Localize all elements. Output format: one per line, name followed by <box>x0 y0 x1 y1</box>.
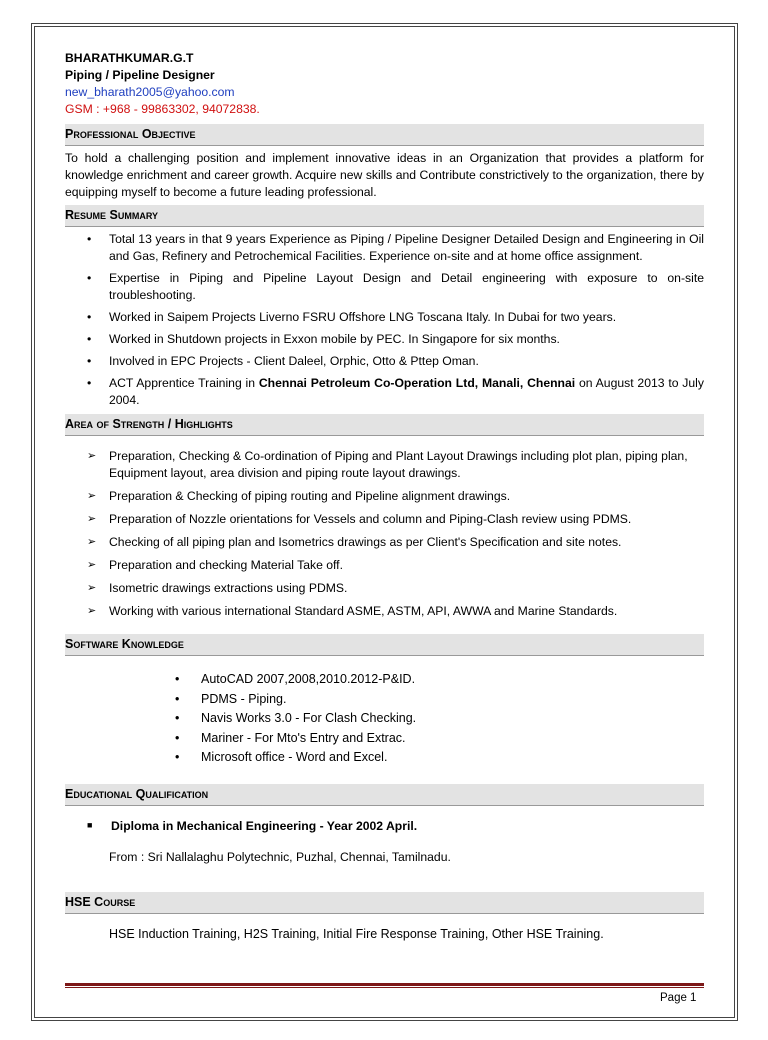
arrow-icon: ➢ <box>87 536 97 548</box>
arrow-icon: ➢ <box>87 559 97 571</box>
list-item: • ACT Apprentice Training in Chennai Petroleum Co-Operation Ltd, Manali, Chennai on August 2013 to July 2004. <box>87 376 704 407</box>
list-item: ➢ Preparation, Checking & Co-ordination of Piping and Plant Layout Drawings including plot plan, piping plan, Equipment layout, area division and piping route layout drawings. <box>87 449 688 480</box>
candidate-name: BHARATHKUMAR.G.T <box>65 51 194 65</box>
list-item: ➢ Working with various international Standard ASME, ASTM, API, AWWA and Marine Standards. <box>87 604 618 618</box>
list-item: • PDMS - Piping. <box>175 690 704 710</box>
arrow-icon: ➢ <box>87 490 97 502</box>
software-heading: Software Knowledge <box>65 634 704 656</box>
education-heading: Educational Qualification <box>65 784 704 806</box>
list-item: • Mariner - For Mto's Entry and Extrac. <box>175 729 704 749</box>
degree-item: ■ Diploma in Mechanical Engineering - Year 2002 April. <box>87 818 418 833</box>
objective-heading: Professional Objective <box>65 124 704 146</box>
bullet-icon: • <box>175 711 180 725</box>
list-item: • Worked in Shutdown projects in Exxon mobile by PEC. In Singapore for six months. <box>87 332 560 346</box>
candidate-title: Piping / Pipeline Designer <box>65 68 215 82</box>
list-item: • Microsoft office - Word and Excel. <box>175 748 704 768</box>
arrow-icon: ➢ <box>87 450 97 462</box>
objective-text: To hold a challenging position and implement innovative ideas in an Organization that provides a platform for knowledge enrichment and career growth. Acquire new skills and Contribute constrictively to the organization, there by equipping myself to become a future leading professional. <box>65 151 704 199</box>
summary-list <box>65 231 704 409</box>
bullet-icon: • <box>87 332 92 346</box>
arrow-icon: ➢ <box>87 605 97 617</box>
footer-divider-thin <box>65 987 704 988</box>
bullet-icon: • <box>175 730 180 745</box>
list-item: ➢ Checking of all piping plan and Isometrics drawings as per Client's Specification and site notes. <box>87 535 622 549</box>
institution-text: From : Sri Nallalaghu Polytechnic, Puzhal, Chennai, Tamilnadu. <box>109 849 451 864</box>
bullet-icon: • <box>175 672 180 686</box>
bullet-icon: • <box>87 354 92 368</box>
list-item: ➢ Preparation and checking Material Take off. <box>87 558 343 572</box>
list-item: • Total 13 years in that 9 years Experience as Piping / Pipeline Designer Detailed Design and Engineering in Oil and Gas, Refinery and Petrochemical Facilities. Experience on-site and at home office assignment. <box>87 232 704 263</box>
hse-text: HSE Induction Training, H2S Training, Initial Fire Response Training, Other HSE Training. <box>109 926 604 941</box>
hse-heading: HSE Course <box>65 892 704 914</box>
arrow-icon: ➢ <box>87 513 97 525</box>
strength-heading: Area of Strength / Highlights <box>65 414 704 436</box>
footer-divider <box>65 983 704 986</box>
list-item: • Worked in Saipem Projects Liverno FSRU Offshore LNG Toscana Italy. In Dubai for two years. <box>87 310 617 324</box>
bullet-icon: • <box>87 376 92 390</box>
list-item: • Involved in EPC Projects - Client Daleel, Orphic, Otto & Pttep Oman. <box>87 354 479 368</box>
bullet-icon: • <box>87 271 92 285</box>
bullet-icon: • <box>87 310 92 324</box>
software-list <box>65 670 704 768</box>
phone-number: GSM : +968 - 99863302, 94072838. <box>65 102 260 116</box>
list-item: • AutoCAD 2007,2008,2010.2012-P&ID. <box>175 670 704 690</box>
list-item: ➢ Preparation of Nozzle orientations for Vessels and column and Piping-Clash review using PDMS. <box>87 512 632 526</box>
arrow-icon: ➢ <box>87 582 97 594</box>
resume-body <box>65 50 704 943</box>
list-item: ➢ Isometric drawings extractions using PDMS. <box>87 581 348 595</box>
bullet-icon: • <box>87 232 92 246</box>
list-item: ➢ Preparation & Checking of piping routing and Pipeline alignment drawings. <box>87 489 511 503</box>
summary-heading: Resume Summary <box>65 205 704 227</box>
square-bullet-icon: ■ <box>87 819 93 830</box>
strength-list <box>65 448 704 620</box>
page-number: Page 1 <box>660 992 697 1004</box>
bullet-icon: • <box>175 750 180 764</box>
email-link[interactable]: new_bharath2005@yahoo.com <box>65 85 235 99</box>
list-item: • Navis Works 3.0 - For Clash Checking. <box>175 709 704 729</box>
list-item: • Expertise in Piping and Pipeline Layout Design and Detail engineering with exposure to on-site troubleshooting. <box>87 271 704 302</box>
bullet-icon: • <box>175 691 180 706</box>
